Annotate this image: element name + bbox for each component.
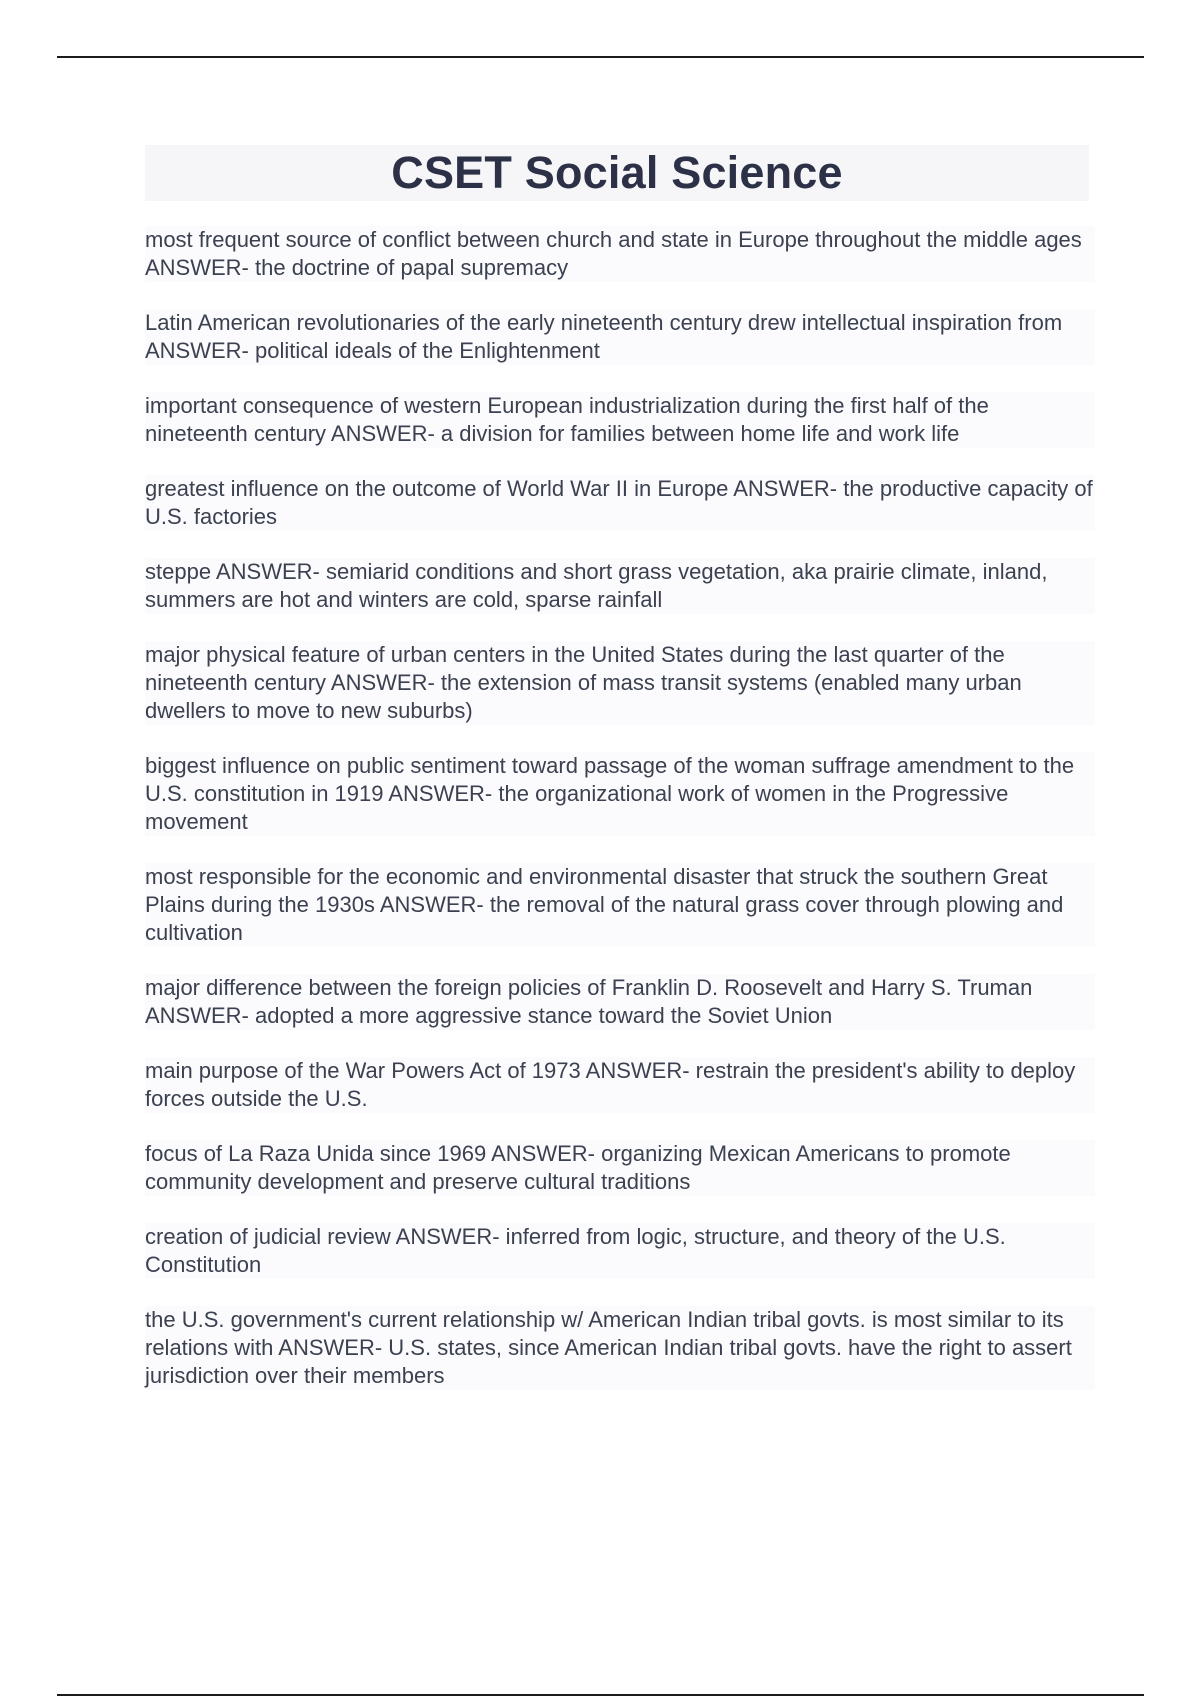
qa-list [145,226,1095,1417]
qa-item: creation of judicial review ANSWER- inferred from logic, structure, and theory of the U.S. Constitution [145,1223,1095,1279]
qa-item: greatest influence on the outcome of World War II in Europe ANSWER- the productive capacity of U.S. factories [145,475,1095,531]
qa-item: main purpose of the War Powers Act of 1973 ANSWER- restrain the president's ability to deploy forces outside the U.S. [145,1057,1095,1113]
page-title: CSET Social Science [391,147,843,198]
bottom-rule [57,1694,1144,1696]
qa-item: most frequent source of conflict between church and state in Europe throughout the middle ages ANSWER- the doctrine of papal supremacy [145,226,1095,282]
qa-item: most responsible for the economic and environmental disaster that struck the southern Great Plains during the 1930s ANSWER- the removal of the natural grass cover through plowing and cultivation [145,863,1095,947]
qa-item: major difference between the foreign policies of Franklin D. Roosevelt and Harry S. Truman ANSWER- adopted a more aggressive stance toward the Soviet Union [145,974,1095,1030]
qa-item: biggest influence on public sentiment toward passage of the woman suffrage amendment to the U.S. constitution in 1919 ANSWER- the organizational work of women in the Progressive movement [145,752,1095,836]
top-rule [57,56,1144,58]
qa-item: focus of La Raza Unida since 1969 ANSWER- organizing Mexican Americans to promote community development and preserve cultural traditions [145,1140,1095,1196]
qa-item: major physical feature of urban centers in the United States during the last quarter of the nineteenth century ANSWER- the extension of mass transit systems (enabled many urban dwellers to move to new suburbs) [145,641,1095,725]
title-band [145,145,1089,201]
qa-item: steppe ANSWER- semiarid conditions and short grass vegetation, aka prairie climate, inland, summers are hot and winters are cold, sparse rainfall [145,558,1095,614]
qa-item: important consequence of western European industrialization during the first half of the nineteenth century ANSWER- a division for families between home life and work life [145,392,1095,448]
qa-item: the U.S. government's current relationship w/ American Indian tribal govts. is most similar to its relations with ANSWER- U.S. states, since American Indian tribal govts. have the right to assert jurisdiction over their members [145,1306,1095,1390]
qa-item: Latin American revolutionaries of the early nineteenth century drew intellectual inspiration from ANSWER- political ideals of the Enlightenment [145,309,1095,365]
